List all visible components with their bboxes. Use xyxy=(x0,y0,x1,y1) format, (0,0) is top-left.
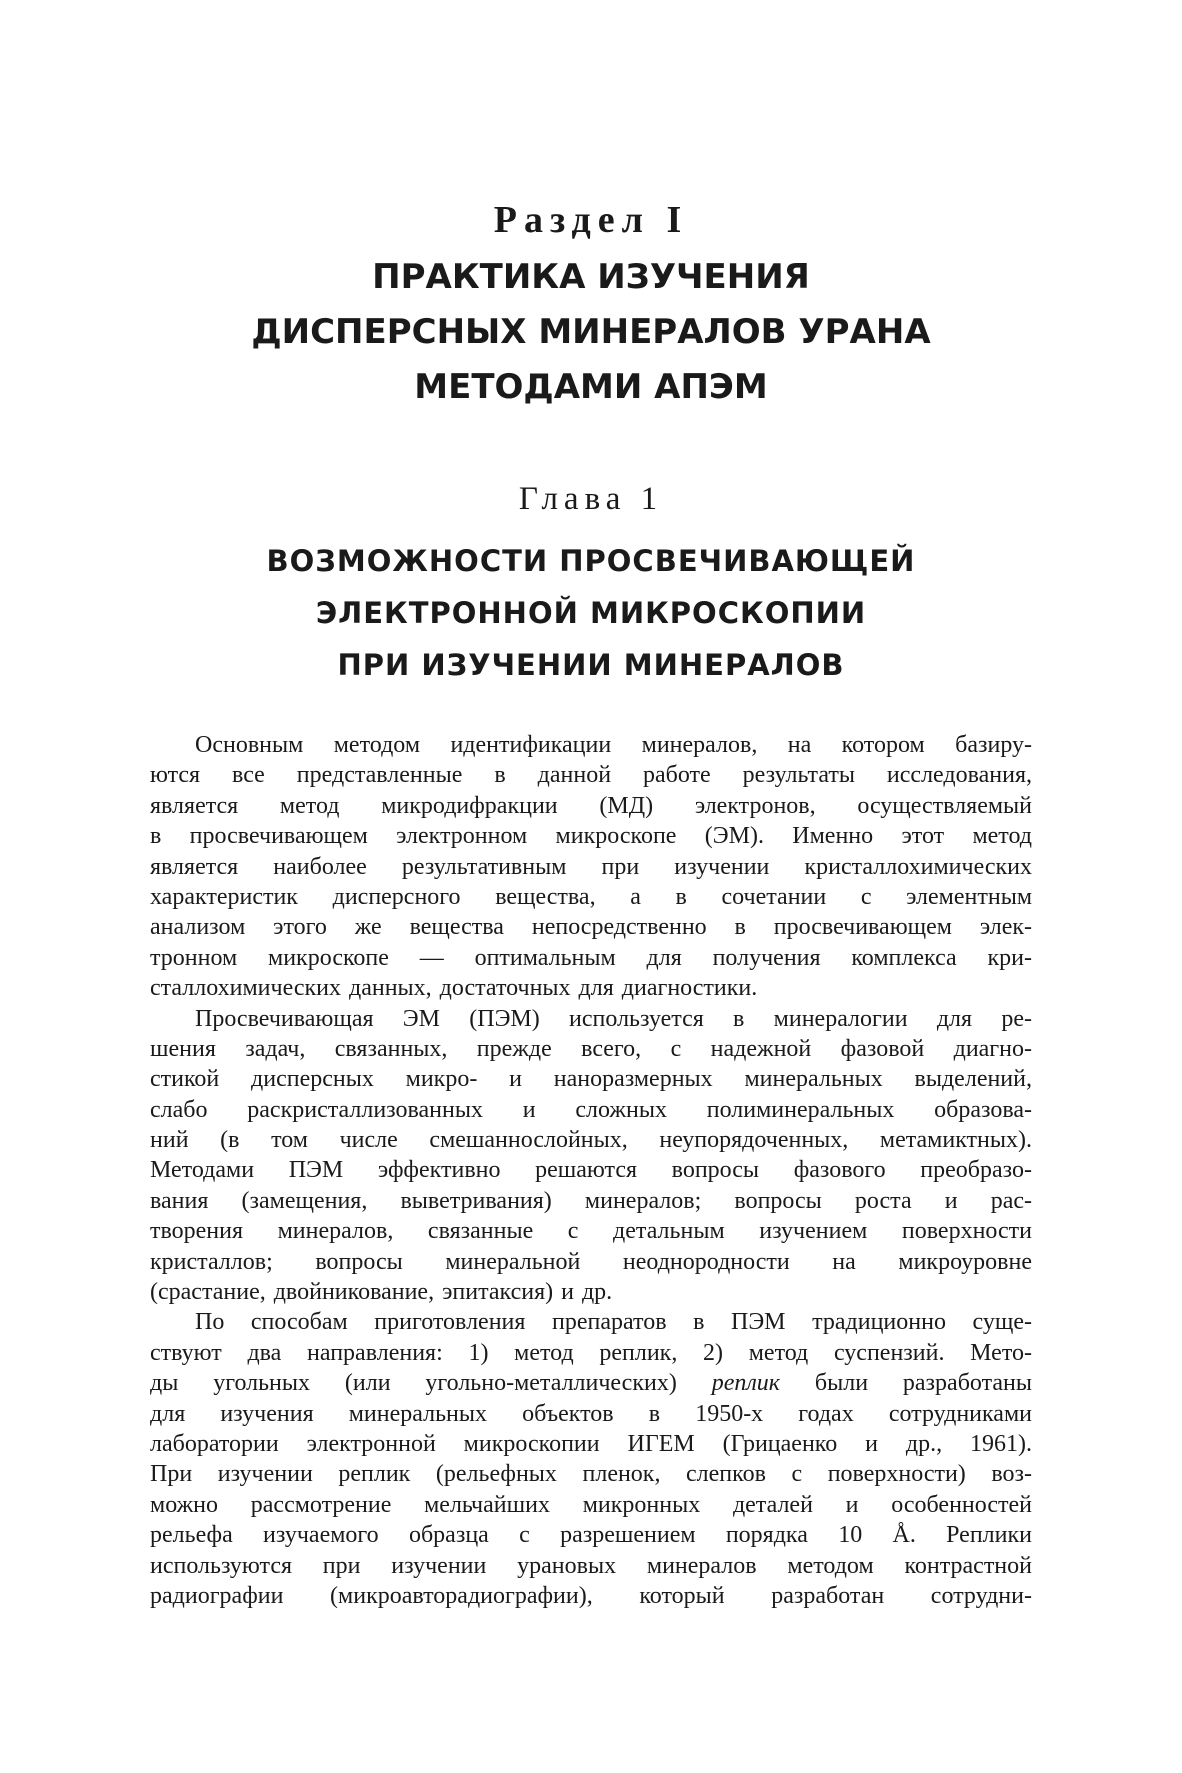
italic-term: реплик xyxy=(711,1370,781,1397)
text-line: По способам приготовления препаратов в ПЭМ традиционно суще- xyxy=(195,1309,1032,1336)
text-line: ний (в том числе смешаннослойных, неупорядоченных, метамиктных). xyxy=(150,1127,1032,1154)
chapter-title-line: ПРИ ИЗУЧЕНИИ МИНЕРАЛОВ xyxy=(337,648,845,682)
text-line: ствуют два направления: 1) метод реплик, 2) метод суспензий. Мето- xyxy=(150,1339,1032,1366)
text-line: можно рассмотрение мельчайших микронных деталей и особенностей xyxy=(150,1491,1032,1518)
text-line: используются при изучении урановых минералов методом контрастной xyxy=(150,1552,1032,1579)
chapter-title-line: ЭЛЕКТРОННОЙ МИКРОСКОПИИ xyxy=(315,596,867,630)
section-label: Раздел I xyxy=(493,199,689,241)
text-line: является наиболее результативным при изучении кристаллохимических xyxy=(150,853,1032,880)
text-line: характеристик дисперсного вещества, а в сочетании с элементным xyxy=(150,883,1032,910)
chapter-title-line: ВОЗМОЖНОСТИ ПРОСВЕЧИВАЮЩЕЙ xyxy=(266,544,916,578)
text-line: Просвечивающая ЭМ (ПЭМ) используется в минералогии для ре- xyxy=(195,1005,1032,1032)
section-title-line: МЕТОДАМИ АПЭМ xyxy=(414,367,768,407)
text-line: сталлохимических данных, достаточных для диагностики. xyxy=(150,975,758,1002)
text-line: творения минералов, связанные с детальным изучением поверхности xyxy=(150,1218,1032,1245)
paragraph-3 xyxy=(150,1307,1032,1611)
text-line: радиографии (микроавторадиографии), который разработан сотрудни- xyxy=(150,1582,1032,1609)
text-line: ются все представленные в данной работе результаты исследования, xyxy=(150,762,1032,789)
text-line: шения задач, связанных, прежде всего, с надежной фазовой диагно- xyxy=(150,1035,1032,1062)
text-line: анализом этого же вещества непосредственно в просвечивающем элек- xyxy=(150,914,1032,941)
chapter-label: Глава 1 xyxy=(518,481,664,517)
text-line: слабо раскристаллизованных и сложных полиминеральных образова- xyxy=(150,1096,1032,1123)
text-fragment: ды угольных (или угольно-металлических) xyxy=(150,1370,712,1397)
text-line xyxy=(150,1368,1032,1398)
section-title-line: ПРАКТИКА ИЗУЧЕНИЯ xyxy=(372,257,810,297)
paragraph-2 xyxy=(150,1004,1032,1308)
text-line: в просвечивающем электронном микроскопе (ЭМ). Именно этот метод xyxy=(150,823,1032,850)
text-line: кристаллов; вопросы минеральной неоднородности на микроуровне xyxy=(150,1248,1032,1275)
body-text xyxy=(150,730,1032,1611)
text-line: лаборатории электронной микроскопии ИГЕМ (Грицаенко и др., 1961). xyxy=(150,1430,1032,1457)
section-title xyxy=(0,250,1182,415)
text-fragment: были разработаны xyxy=(780,1370,1032,1397)
chapter-title xyxy=(0,535,1182,691)
text-line: рельефа изучаемого образца с разрешением порядка 10 Å. Реплики xyxy=(150,1522,1032,1549)
text-line: является метод микродифракции (МД) электронов, осуществляемый xyxy=(150,792,1032,819)
text-line: (срастание, двойникование, эпитаксия) и др. xyxy=(150,1279,613,1306)
text-line: вания (замещения, выветривания) минералов; вопросы роста и рас- xyxy=(150,1187,1032,1214)
section-title-line: ДИСПЕРСНЫХ МИНЕРАЛОВ УРАНА xyxy=(251,312,931,352)
text-line: для изучения минеральных объектов в 1950-х годах сотрудниками xyxy=(150,1400,1032,1427)
paragraph-1 xyxy=(150,730,1032,1004)
text-line: Основным методом идентификации минералов, на котором базиру- xyxy=(195,732,1032,758)
text-line: Методами ПЭМ эффективно решаются вопросы фазового преобразо- xyxy=(150,1157,1032,1184)
text-line: При изучении реплик (рельефных пленок, слепков с поверхности) воз- xyxy=(150,1461,1032,1488)
text-line: тронном микроскопе — оптимальным для получения комплекса кри- xyxy=(150,944,1032,971)
text-line: стикой дисперсных микро- и наноразмерных минеральных выделений, xyxy=(150,1066,1032,1093)
